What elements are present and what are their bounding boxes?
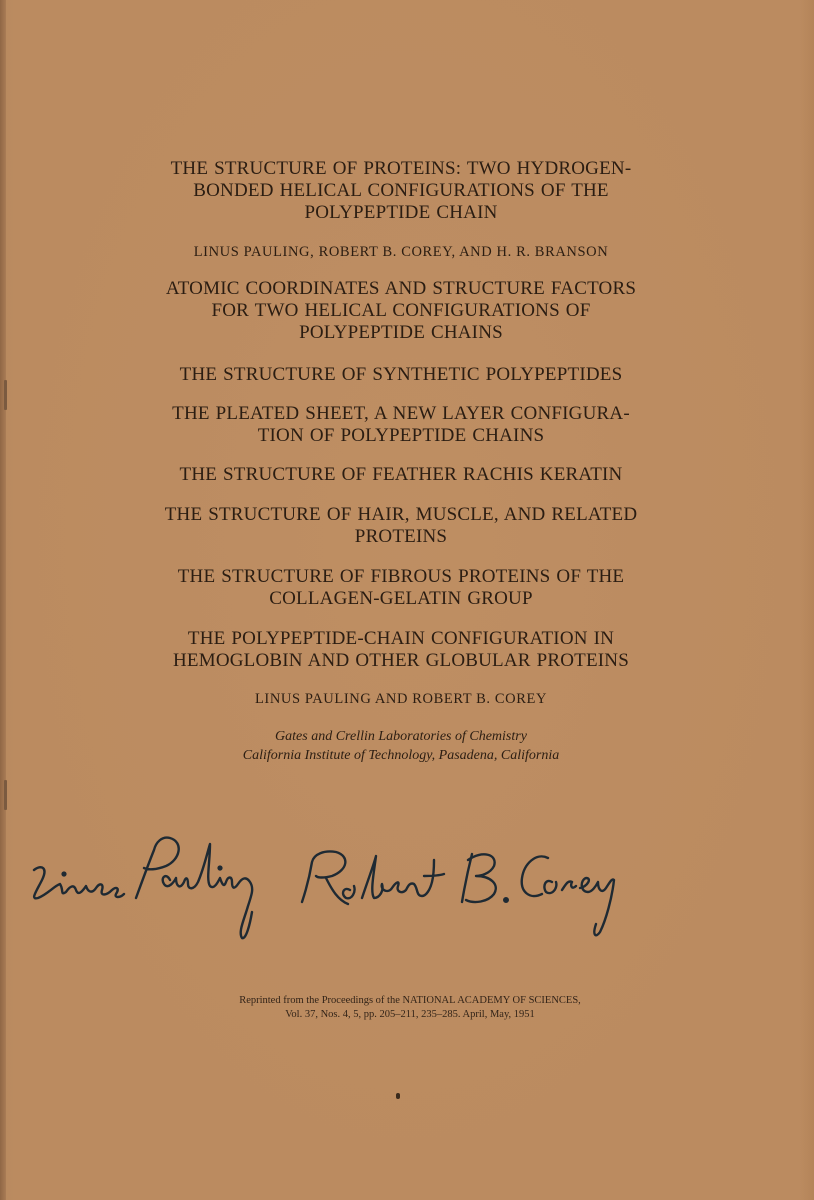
authors-pauling-corey-branson: LINUS PAULING, ROBERT B. COREY, AND H. R. BRANSON	[193, 244, 609, 260]
signature-linus	[34, 867, 124, 898]
handwritten-signatures	[20, 820, 660, 960]
title-hair-muscle: THE STRUCTURE OF HAIR, MUSCLE, AND RELATED PROTEINS	[164, 504, 638, 547]
title-helical-configurations: THE STRUCTURE OF PROTEINS: TWO HYDROGEN- BONDED HELICAL CONFIGURATIONS OF THE POLYPEPTIDE CHAIN	[170, 158, 632, 223]
staple-mark	[4, 780, 7, 810]
signature-b	[462, 854, 496, 902]
title-hemoglobin-globular: THE POLYPEPTIDE-CHAIN CONFIGURATION IN HEMOGLOBIN AND OTHER GLOBULAR PROTEINS	[173, 628, 629, 671]
title-fibrous-proteins: THE STRUCTURE OF FIBROUS PROTEINS OF THE COLLAGEN-GELATIN GROUP	[177, 566, 625, 609]
signature-robert	[302, 851, 444, 904]
reprint-notice: Reprinted from the Proceedings of the NATIONAL ACADEMY OF SCIENCES, Vol. 37, Nos. 4, 5, pp. 205–211, 235–285. April, May, 1951	[239, 995, 581, 1020]
spine-edge	[0, 0, 6, 1200]
page-speck	[396, 1093, 400, 1099]
staple-mark	[4, 380, 7, 410]
title-feather-rachis-keratin: THE STRUCTURE OF FEATHER RACHIS KERATIN	[179, 464, 623, 485]
signature-corey	[522, 856, 614, 935]
title-pleated-sheet: THE PLEATED SHEET, A NEW LAYER CONFIGURA- TION OF POLYPEPTIDE CHAINS	[172, 403, 630, 446]
authors-pauling-corey: LINUS PAULING AND ROBERT B. COREY	[254, 691, 548, 707]
affiliation: Gates and Crellin Laboratories of Chemistry California Institute of Technology, Pasadena, California	[242, 729, 560, 763]
title-synthetic-polypeptides: THE STRUCTURE OF SYNTHETIC POLYPEPTIDES	[179, 364, 623, 385]
signature-pauling	[136, 838, 252, 939]
title-atomic-coordinates: ATOMIC COORDINATES AND STRUCTURE FACTORS FOR TWO HELICAL CONFIGURATIONS OF POLYPEPTIDE CHAINS	[165, 278, 637, 343]
